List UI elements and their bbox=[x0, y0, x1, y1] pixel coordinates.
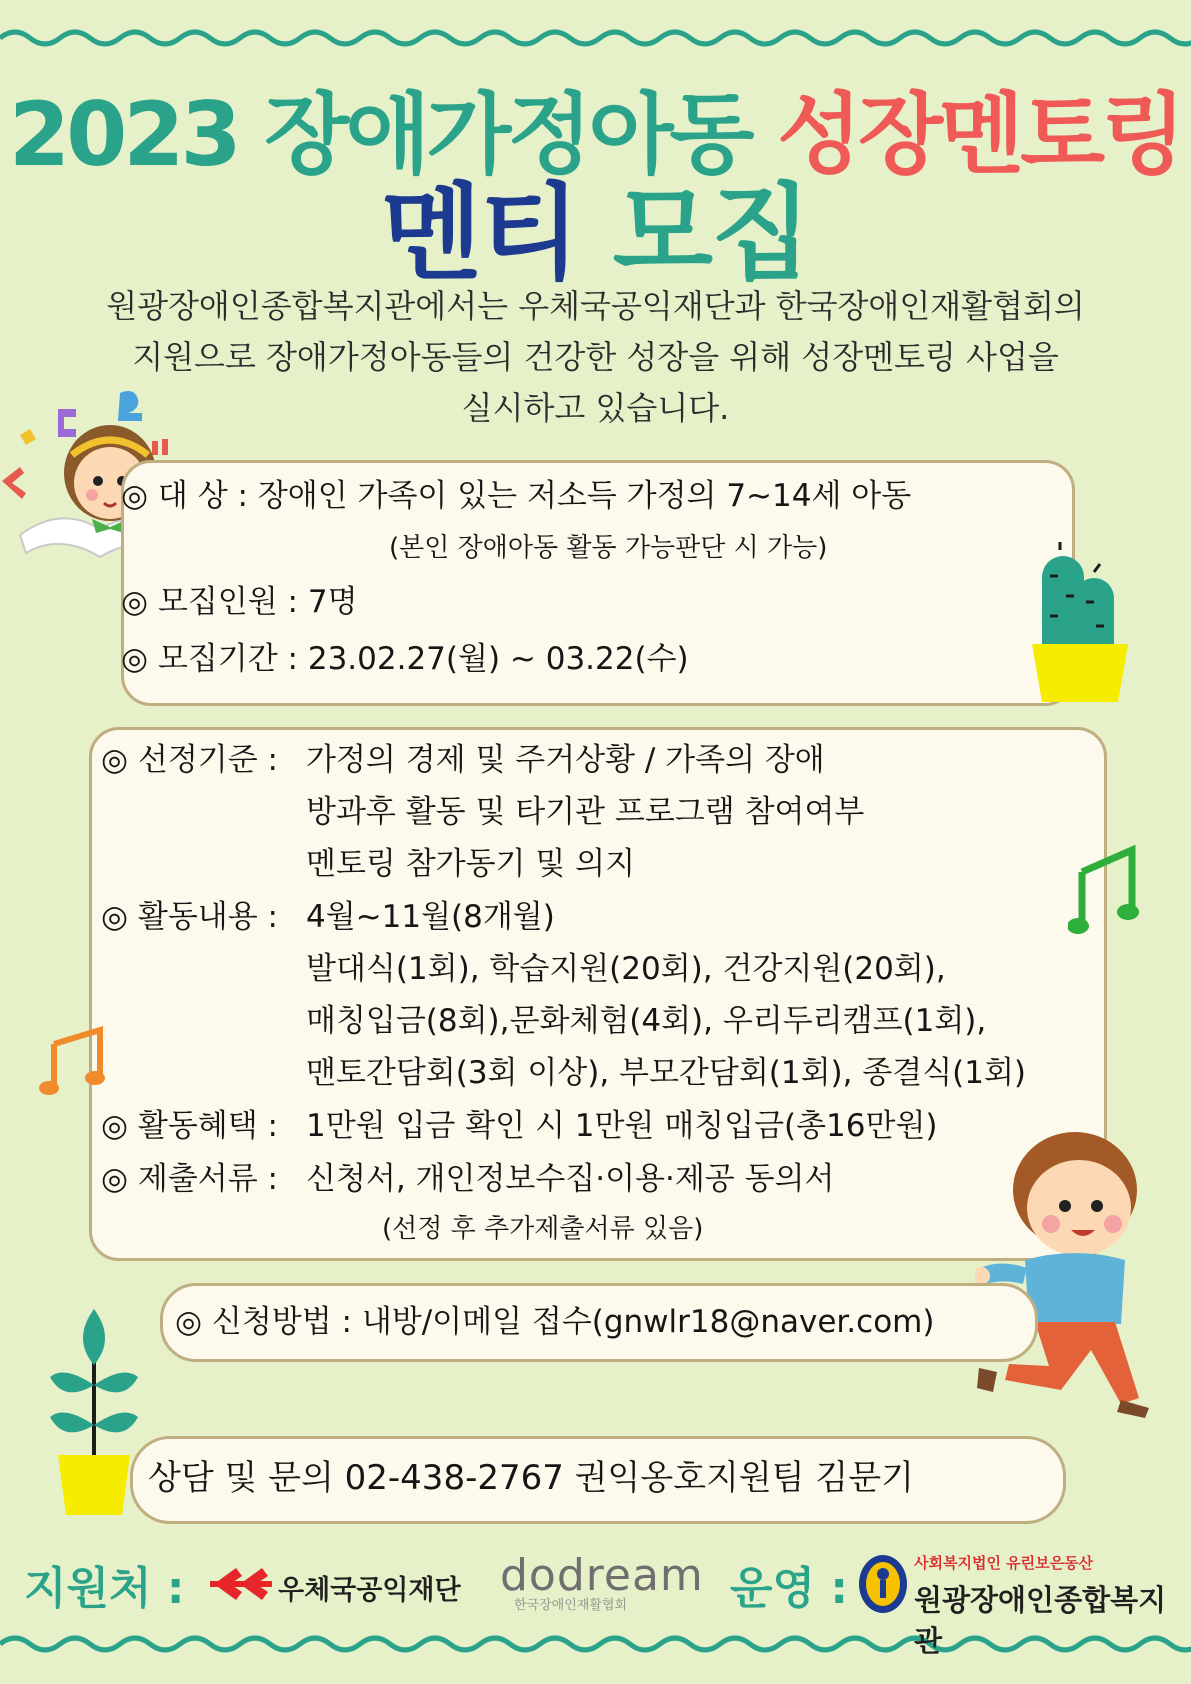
music-note-icon bbox=[1068, 842, 1148, 942]
title-part1: 장애가정아동 bbox=[264, 83, 751, 186]
plant-icon bbox=[50, 1305, 140, 1520]
operate-label: 운영 : bbox=[730, 1563, 848, 1614]
music-note-icon-orange bbox=[36, 1024, 116, 1104]
criteria-line-1: 가정의 경제 및 주거상황 / 가족의 장애 bbox=[306, 742, 825, 778]
subtitle-a: 멘티 bbox=[381, 172, 579, 294]
activity-line-1: 4월~11월(8개월) bbox=[306, 899, 555, 935]
subtitle-b: 모집 bbox=[612, 172, 810, 294]
criteria-label: ◎ 선정기준 : bbox=[101, 742, 278, 778]
intro-line-3: 실시하고 있습니다. bbox=[461, 389, 730, 427]
count-label: ◎ 모집인원 : bbox=[121, 584, 298, 620]
running-boy-illustration bbox=[975, 1130, 1165, 1420]
welfare-center-logo-icon bbox=[858, 1554, 908, 1614]
activity-label: ◎ 활동내용 : bbox=[101, 899, 278, 935]
application-method-box bbox=[160, 1283, 1038, 1362]
sponsor2-sub: 한국장애인재활협회 bbox=[514, 1598, 628, 1613]
target-note: (본인 장애아동 활동 가능판단 시 가능) bbox=[389, 533, 828, 563]
intro-line-2: 지원으로 장애가정아동들의 건강한 성장을 위해 성장멘토링 사업을 bbox=[132, 338, 1059, 376]
post-foundation-logo-icon bbox=[210, 1564, 272, 1604]
target-value: 장애인 가족이 있는 저소득 가정의 7~14세 아동 bbox=[257, 478, 912, 514]
title-part2: 성장멘토링 bbox=[777, 83, 1183, 186]
docs-note: (선정 후 추가제출서류 있음) bbox=[382, 1214, 704, 1244]
benefit-label: ◎ 활동혜택 : bbox=[101, 1108, 278, 1144]
apply-text: ◎ 신청방법 : 내방/이메일 접수(gnwlr18@naver.com) bbox=[175, 1304, 935, 1340]
sponsor1-name: 우체국공익재단 bbox=[278, 1575, 461, 1606]
intro-line-1: 원광장애인종합복지관에서는 우체국공익재단과 한국장애인재활협회의 bbox=[106, 287, 1085, 325]
title-year: 2023 bbox=[8, 83, 238, 186]
sponsor2-logo: dodream bbox=[500, 1550, 704, 1601]
poster-subtitle bbox=[0, 172, 1191, 294]
program-details-box bbox=[89, 727, 1107, 1261]
count-value: 7명 bbox=[307, 584, 358, 620]
activity-line-2: 발대식(1회), 학습지원(20회), 건강지원(20회), bbox=[306, 951, 946, 987]
activity-line-3: 매칭입금(8회),문화체험(4회), 우리두리캠프(1회), bbox=[306, 1003, 987, 1039]
contact-text: 상담 및 문의 02-438-2767 권익옹호지원팀 김문기 bbox=[148, 1458, 914, 1498]
welfare-center-logo bbox=[858, 1548, 1168, 1658]
contact-box bbox=[130, 1436, 1066, 1524]
dodream-logo bbox=[500, 1550, 715, 1614]
activity-line-4: 맨토간담회(3회 이상), 부모간담회(1회), 종결식(1회) bbox=[306, 1055, 1027, 1091]
docs-label: ◎ 제출서류 : bbox=[101, 1161, 278, 1197]
cactus-icon bbox=[1030, 536, 1130, 706]
eligibility-box bbox=[121, 460, 1075, 706]
period-value: 23.02.27(월) ~ 03.22(수) bbox=[307, 641, 689, 677]
benefit-value: 1만원 입금 확인 시 1만원 매칭입금(총16만원) bbox=[306, 1108, 938, 1144]
post-foundation-logo bbox=[210, 1562, 480, 1612]
criteria-line-2: 방과후 활동 및 타기관 프로그램 참여여부 bbox=[306, 794, 865, 830]
docs-value: 신청서, 개인정보수집·이용·제공 동의서 bbox=[306, 1161, 835, 1197]
operator-top: 사회복지법인 유린보은동산 bbox=[914, 1554, 1094, 1572]
operator-name: 원광장애인종합복지관 bbox=[914, 1583, 1167, 1658]
criteria-line-3: 멘토링 참가동기 및 의지 bbox=[306, 846, 636, 882]
period-label: ◎ 모집기간 : bbox=[121, 641, 298, 677]
target-label: ◎ 대 상 : bbox=[121, 478, 248, 514]
top-wave-border bbox=[0, 26, 1191, 50]
support-label: 지원처 : bbox=[24, 1563, 185, 1614]
